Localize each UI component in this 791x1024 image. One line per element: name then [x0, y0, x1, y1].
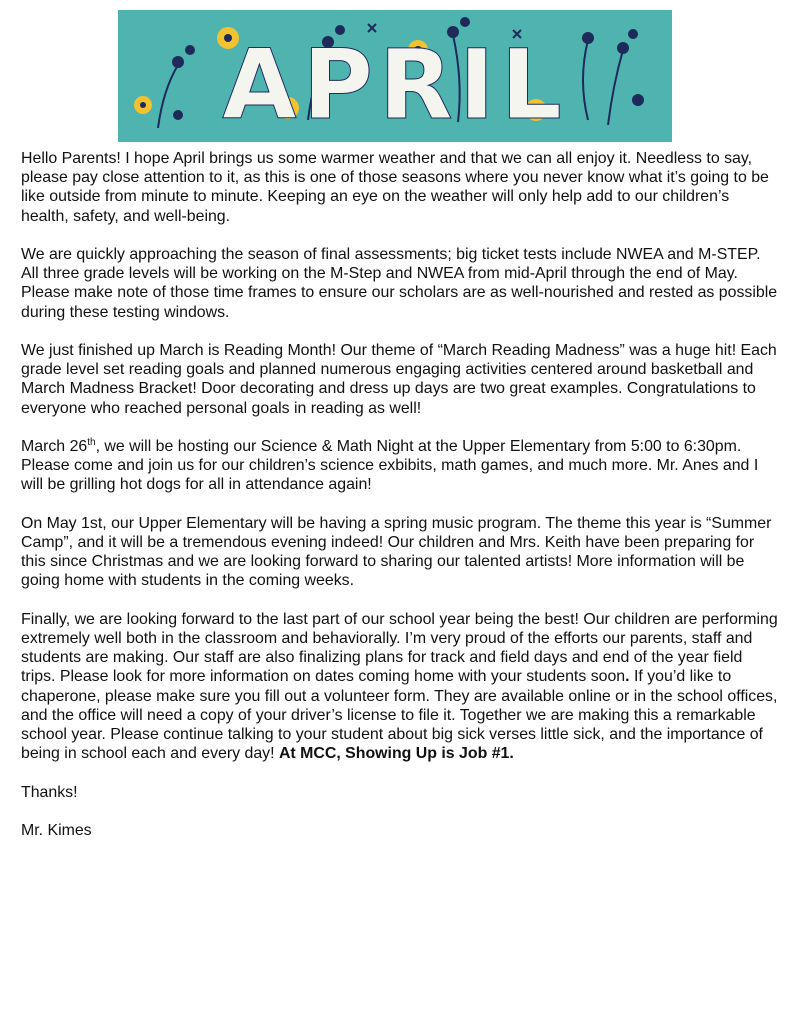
april-banner — [118, 10, 672, 142]
event-date: March 26 — [21, 438, 88, 455]
paragraph-science-math-night — [21, 437, 781, 495]
newsletter-body — [21, 149, 781, 840]
paragraph-assessments: We are quickly approaching the season of final assessments; big ticket tests include NWEA and M-STEP. All three grade levels will be working on the M-Step and NWEA from mid-April through the end of May. Please make note of those time frames to ensure our scholars are as well-nourished and rested as possible during these testing windows. — [21, 246, 778, 321]
bold-period: . — [625, 668, 630, 686]
event-details: , we will be hosting our Science & Math Night at the Upper Elementary from 5:00 to 6:30pm. Please come and join us for our children’s science exbibits, math games, and much more. Mr. Anes and I will be grilling hot dogs for all in attendance again! — [21, 438, 759, 494]
finally-text-a: Finally, we are looking forward to the last part of our school year being the best! Our children are performing extremely well both in the classroom and behaviorally. I’m very proud of the efforts our parents, staff and students are making. Our staff are also finalizing plans for track and field days and end of the year field trips. Please look for more information on dates coming home with your students soon — [21, 610, 778, 686]
paragraph-weather: Hello Parents! I hope April brings us some warmer weather and that we can all enjoy it. Needless to say, please pay close attention to it, as this is one of those seasons where you never know what it’s going to be like outside from minute to minute. Keeping an eye on the weather will only help add to our children’s health, safety, and well-being. — [21, 150, 769, 225]
banner-title: APRIL — [222, 29, 568, 141]
date-ordinal: th — [87, 437, 96, 448]
april-banner-art — [118, 10, 672, 142]
signature: Mr. Kimes — [21, 822, 92, 839]
closing: Thanks! — [21, 783, 78, 801]
paragraph-reading-month: We just finished up March is Reading Month! Our theme of “March Reading Madness” was a huge hit! Each grade level set reading goals and planned numerous engaging activities centered around basketball and March Madness Bracket! Door decorating and dress up days are two great examples. Congratulations to everyone who reached personal goals in reading as well! — [21, 342, 777, 417]
motto: At MCC, Showing Up is Job #1. — [278, 745, 514, 763]
paragraph-finally — [21, 610, 781, 764]
finally-text-b: If you’d like to chaperone, please make sure you fill out a volunteer form. They are available online or in the school offices, and the office will need a copy of your driver’s license to file it. Together we are making this a remarkable school year. Please continue talking to your student about big sick verses little sick, and the importance of being in school each and every day! — [21, 668, 778, 763]
paragraph-music-program: On May 1st, our Upper Elementary will be having a spring music program. The theme this year is “Summer Camp”, and it will be a tremendous evening indeed! Our children and Mrs. Keith have been preparing for this since Christmas and we are looking forward to sharing our talented artists! More information will be going home with students in the coming weeks. — [21, 514, 772, 590]
